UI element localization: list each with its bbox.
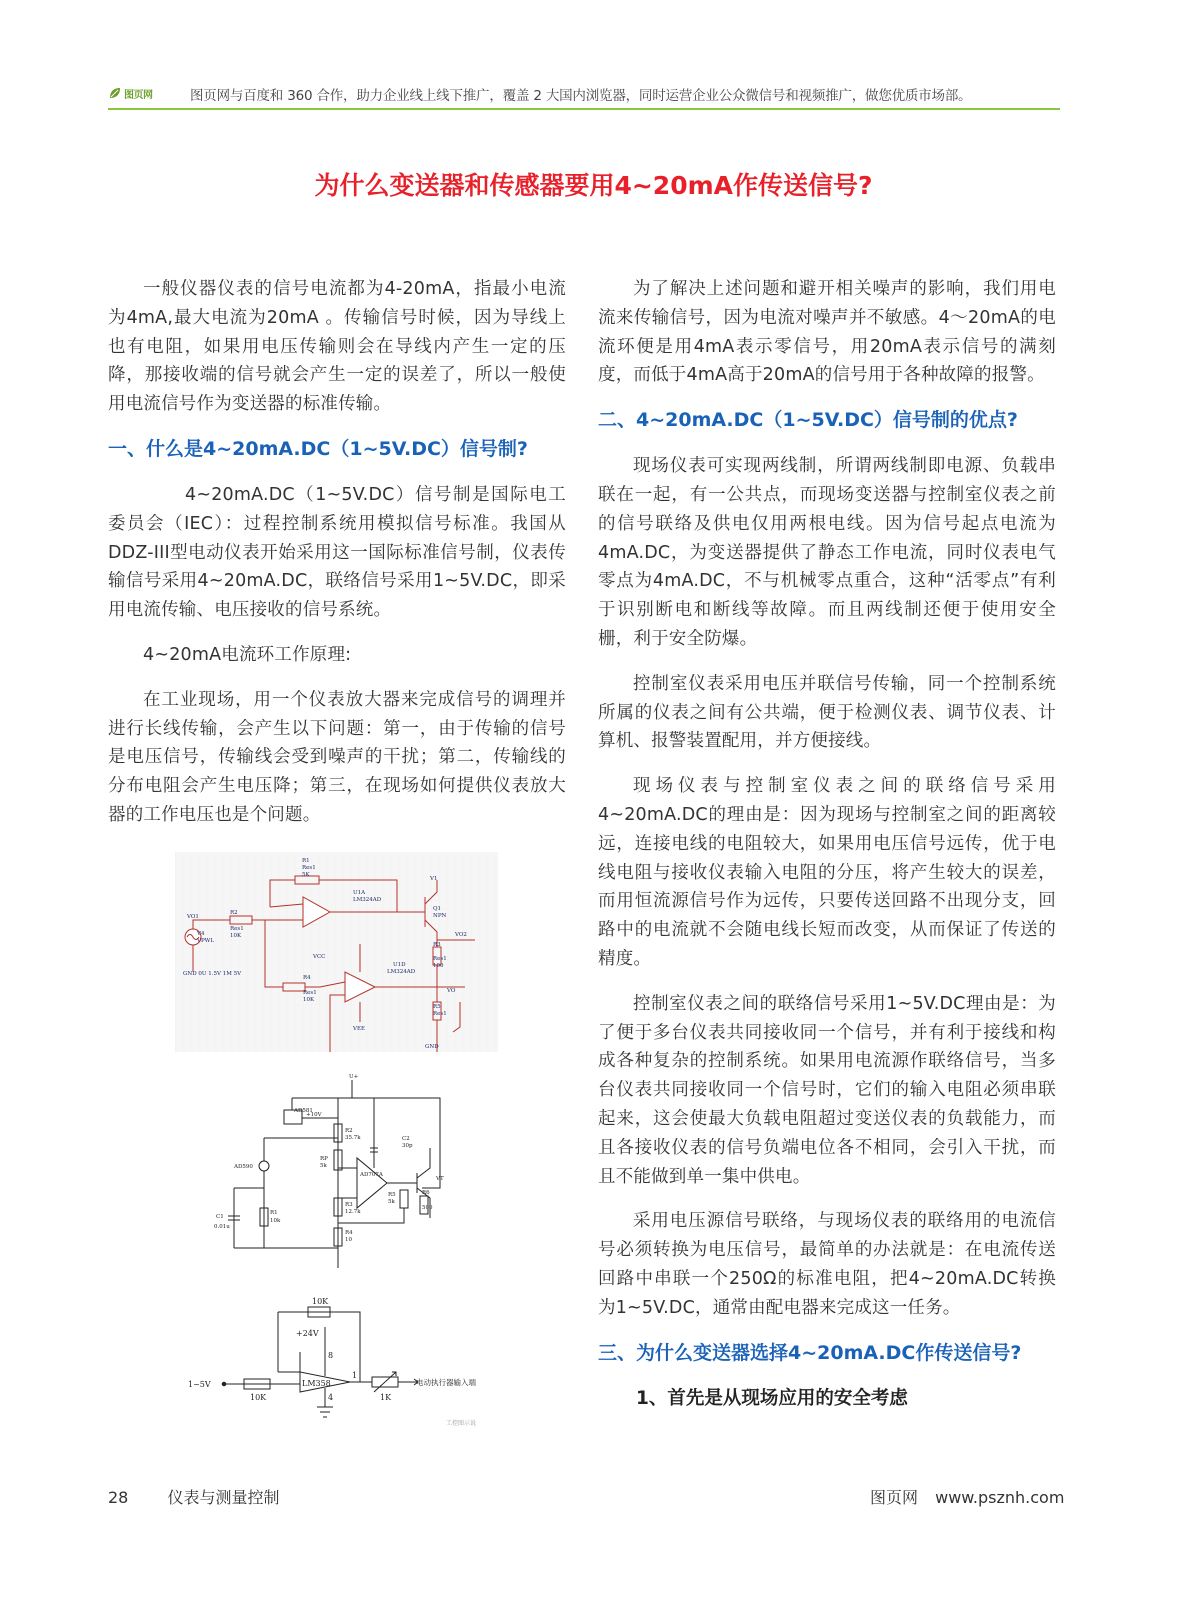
circuit2-label: 30p: [402, 1143, 413, 1149]
circuit2-label: 12.7k: [345, 1209, 361, 1215]
circuit1-label: VEE: [353, 1026, 366, 1032]
circuit1-label: Res1: [433, 1011, 447, 1017]
circuit1-label: VO1: [187, 914, 199, 920]
paragraph: 4~20mA.DC（1~5V.DC）信号制是国际电工委员会（IEC）：过程控制系统用模拟信号标准。我国从DDZ-III型电动仪表开始采用这一国际标准信号制，仪表传输信号采用4~20mA.DC，联络信号采用1~5V.DC，即采用电流传输、电压接收的信号系统。: [108, 484, 566, 621]
circuit2-label: R2: [345, 1128, 353, 1134]
circuit1-label: VO2: [455, 932, 467, 938]
circuit2-label: 10k: [270, 1218, 281, 1224]
circuit2-label: 0.01u: [214, 1224, 230, 1230]
circuit3-label: 电动执行器输入端: [416, 1378, 476, 1387]
paragraph: 现场仪表与控制室仪表之间的联络信号采用4~20mA.DC的理由是：因为现场与控制室之间的距离较远，连接电线的电阻较大，如果用电压信号远传，优于电线电阻与接收仪表输入电阻的分压，将产生较大的误差，而用恒流源信号作为远传，只要传送回路不出现分支，回路中的电流就不会随电线长短而改变，从而保证了传送的精度。: [598, 776, 1056, 969]
circuit1-label: V4: [197, 931, 205, 937]
circuit2-label: 10: [345, 1237, 352, 1243]
circuit1-label: U1D: [393, 962, 406, 968]
circuit-schematic-1: [175, 852, 498, 1052]
page-number: 28: [108, 1488, 129, 1507]
watermark-text: 工控图示说: [446, 1420, 477, 1427]
circuit-figure-1: [175, 852, 498, 1052]
footer-site: 图页网: [870, 1488, 919, 1507]
circuit1-label: V1: [430, 876, 438, 882]
site-logo: [108, 84, 153, 102]
circuit2-label: R4: [345, 1230, 353, 1236]
circuit-schematic-3: [180, 1292, 500, 1434]
circuit1-label: Res1: [302, 865, 316, 871]
paragraph: 现场仪表可实现两线制，所谓两线制即电源、负载串联在一起，有一公共点，而现场变送器与控制室仪表之前的信号联络及供电仅用两根电线。因为信号起点电流为4mA.DC，为变送器提供了静态工作电流，同时仪表电气零点为4mA.DC，不与机械零点重合，这种“活零点”有利于识别断电和断线等故障。而且两线制还便于使用安全栅，利于安全防爆。: [598, 456, 1056, 649]
circuit1-label: R2: [230, 910, 238, 916]
circuit1-label: U1A: [353, 890, 366, 896]
circuit1-label: R1: [302, 858, 310, 864]
section-heading-3: 三、为什么变送器选择4~20mA.DC作传送信号?: [598, 1341, 1022, 1364]
page-header: [108, 82, 1060, 110]
circuit2-label: 5k: [320, 1163, 327, 1169]
circuit2-label: +10V: [306, 1112, 322, 1118]
circuit3-label: 4: [328, 1393, 334, 1402]
circuit3-label: 1K: [380, 1393, 392, 1402]
logo-text: 图页网: [124, 89, 153, 101]
circuit1-label: VCC: [313, 954, 326, 960]
right-column: [598, 275, 1056, 1413]
circuit1-label: VPWL: [197, 938, 214, 944]
circuit1-label: 10K: [303, 997, 315, 1003]
circuit1-label: R3: [433, 942, 441, 948]
circuit3-label: 1: [352, 1371, 358, 1380]
footer-url: www.psznh.com: [935, 1488, 1065, 1507]
circuit3-label: 8: [328, 1351, 334, 1360]
header-tagline: 图页网与百度和 360 合作，助力企业线上线下推广，覆盖 2 大国内浏览器，同时运营企业公众微信号和视频推广，做您优质市场部。: [190, 88, 972, 104]
circuit2-label: AD590: [234, 1164, 253, 1170]
circuit3-label: +24V: [296, 1329, 319, 1338]
circuit-figure-2: [212, 1068, 452, 1278]
circuit3-label: 10K: [250, 1393, 267, 1402]
circuit2-label: VT: [436, 1176, 444, 1182]
circuit-figure-3: [180, 1292, 500, 1434]
paragraph: 一般仪器仪表的信号电流都为4-20mA，指最小电流为4mA,最大电流为20mA 。传输信号时候，因为导线上也有电阻，如果用电压传输则会在导线内产生一定的压降，那接收端的信号就会产生一定的误差了，所以一般使用电流信号作为变送器的标准传输。: [108, 279, 566, 415]
circuit1-label: Res1: [230, 926, 244, 932]
section-heading-2: 二、4~20mA.DC（1~5V.DC）信号制的优点?: [598, 409, 1018, 432]
circuit2-label: 500: [422, 1205, 433, 1211]
circuit1-label: 5K: [302, 872, 310, 878]
circuit2-label: R6: [422, 1190, 430, 1196]
circuit1-label: 100: [433, 963, 444, 969]
circuit2-label: R3: [345, 1202, 353, 1208]
circuit2-label: RP: [320, 1156, 328, 1162]
circuit1-label: LM324AD: [387, 969, 416, 975]
circuit2-label: 35.7k: [345, 1135, 361, 1141]
paragraph: 4~20mA电流环工作原理:: [143, 644, 352, 665]
circuit1-label: GND: [425, 1044, 439, 1050]
circuit1-label: Res1: [303, 990, 317, 996]
circuit2-label: R5: [388, 1192, 396, 1198]
circuit1-label: LM324AD: [353, 897, 382, 903]
left-column: [108, 275, 566, 846]
paragraph: 在工业现场，用一个仪表放大器来完成信号的调理并进行长线传输，会产生以下问题：第一，由于传输的信号是电压信号，传输线会受到噪声的干扰；第二，传输线的分布电阻会产生电压降；第三，在现场如何提供仪表放大器的工作电压也是个问题。: [108, 689, 566, 825]
circuit3-label: LM358: [302, 1379, 331, 1388]
circuit1-label: 10K: [230, 933, 242, 939]
footer-right: [870, 1485, 1064, 1508]
circuit1-label: R4: [303, 975, 311, 981]
paragraph: 控制室仪表之间的联络信号采用1~5V.DC理由是：为了便于多台仪表共同接收同一个信号，并有利于接线和构成各种复杂的控制系统。如果用电流源作联络信号，当多台仪表共同接收同一个信号时，它们的输入电阻必须串联起来，这会使最大负载电阻超过变送仪表的负载能力，而且各接收仪表的信号负端电位各不相同，会引入干扰，而且不能做到单一集中供电。: [598, 993, 1056, 1187]
circuit1-label: VO: [447, 988, 456, 994]
circuit2-label: C1: [216, 1214, 224, 1220]
circuit2-label: AD581: [294, 1108, 313, 1114]
circuit1-label: GND 0U 1.5V 1M 5V: [183, 971, 242, 977]
section-heading-1: 一、什么是4~20mA.DC（1~5V.DC）信号制?: [108, 437, 528, 460]
paragraph: 为了解决上述问题和避开相关噪声的影响，我们用电流来传输信号，因为电流对噪声并不敏感。4～20mA的电流环便是用4mA表示零信号，用20mA表示信号的满刻度，而低于4mA高于20mA的信号用于各种故障的报警。: [598, 279, 1056, 386]
circuit3-label: 10K: [312, 1297, 329, 1306]
circuit2-label: U+: [349, 1074, 359, 1080]
footer-section: 仪表与测量控制: [167, 1488, 280, 1507]
circuit1-label: Res1: [433, 956, 447, 962]
circuit-schematic-2: [212, 1068, 452, 1278]
paragraph: 控制室仪表采用电压并联信号传输，同一个控制系统所属的仪表之间有公共端，便于检测仪表、调节仪表、计算机、报警装置配用，并方便接线。: [598, 673, 1056, 752]
circuit2-label: R1: [270, 1210, 278, 1216]
circuit1-label: NPN: [433, 913, 447, 919]
circuit1-label: R5: [433, 1004, 441, 1010]
article-title: 为什么变送器和传感器要用4~20mA作传送信号?: [314, 171, 873, 200]
footer-left: [108, 1485, 279, 1508]
paragraph: 采用电压源信号联络，与现场仪表的联络用的电流信号必须转换为电压信号，最简单的办法就是：在电流传送回路中串联一个250Ω的标准电阻，把4~20mA.DC转换为1~5V.DC，通常由配电器来完成这一任务。: [598, 1211, 1056, 1318]
subsection-heading: 1、首先是从现场应用的安全考虑: [636, 1387, 908, 1409]
circuit2-label: 5k: [388, 1199, 395, 1205]
circuit1-label: Q1: [433, 906, 442, 912]
leaf-icon: [108, 86, 122, 100]
circuit2-label: AD707A: [360, 1172, 383, 1178]
circuit3-label: 1~5V: [188, 1380, 211, 1389]
circuit2-label: C2: [402, 1136, 410, 1142]
